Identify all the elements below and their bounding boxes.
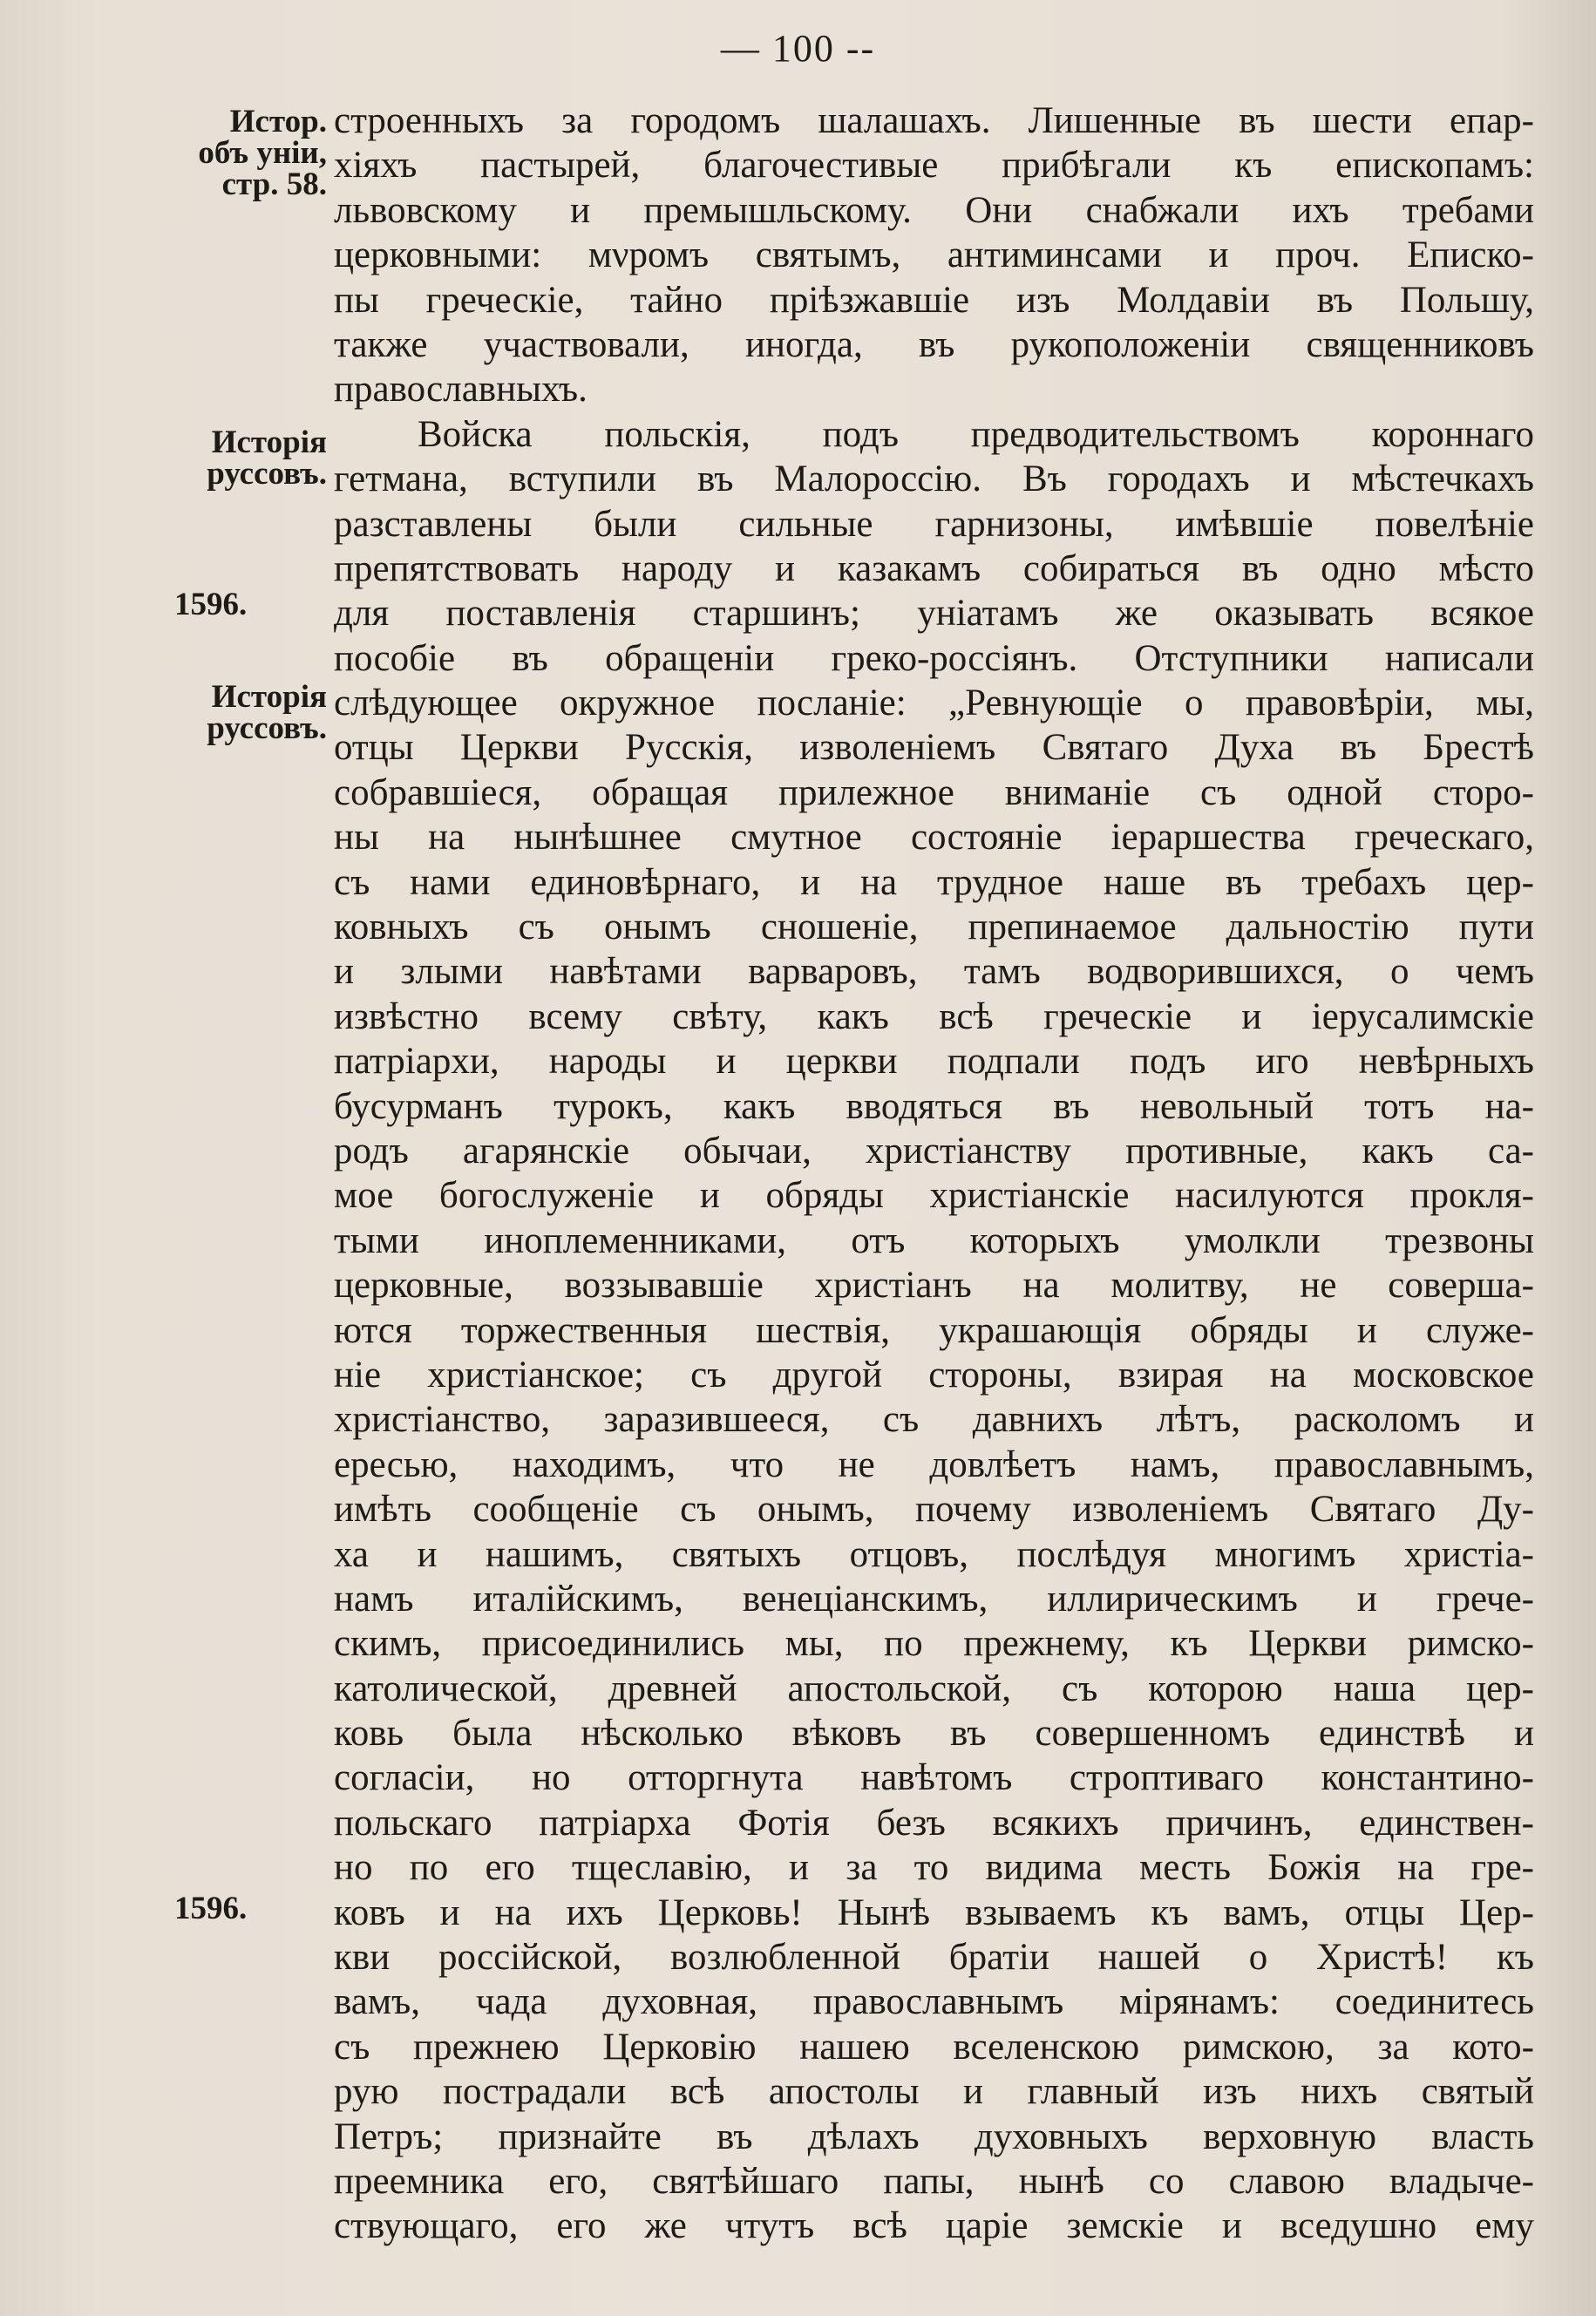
text-line: ковныхъ съ онымъ сношеніе, препинаемое дальностію пути	[334, 907, 1534, 948]
margin-note-line: Истор.	[229, 104, 327, 139]
text-line: хіяхъ пастырей, благочестивые прибѣгали къ епископамъ:	[334, 145, 1534, 187]
text-line: разставлены были сильные гарнизоны, имѣвшіе повелѣніе	[334, 503, 1534, 545]
text-line: съ прежнею Церковію нашею вселенскою римскою, за кото-	[334, 2026, 1534, 2068]
text-line: церковные, воззывавшіе христіанъ на молитву, не соверша-	[334, 1265, 1534, 1307]
text-line: имѣть сообщеніе съ онымъ, почему изволеніемъ Святаго Ду-	[334, 1489, 1534, 1531]
margin-note-line: Исторія	[211, 679, 327, 715]
margin-note-line: руссовъ.	[207, 710, 327, 746]
text-line: ковъ и на ихъ Церковь! Нынѣ взываемъ къ вамъ, отцы Цер-	[334, 1892, 1534, 1933]
text-line: ересью, находимъ, что не довлѣетъ намъ, православнымъ,	[334, 1443, 1534, 1485]
text-line: польскаго патріарха Фотія безъ всякихъ причинъ, единствен-	[334, 1802, 1534, 1844]
margin-note-istoriya-russov-1	[166, 424, 327, 492]
text-line: намъ италійскимъ, венеціанскимъ, иллирическимъ и грече-	[334, 1578, 1534, 1620]
text-line: Петръ; признайте въ дѣлахъ духовныхъ верховную власть	[334, 2116, 1534, 2157]
text-line: согласіи, но отторгнута навѣтомъ строптиваго константино-	[334, 1757, 1534, 1799]
text-line: преемника его, святѣйшаго папы, нынѣ со славою владыче-	[334, 2160, 1534, 2202]
text-line: католической, древней апостольской, съ которою наша цер-	[334, 1667, 1534, 1709]
text-line: родъ агарянскіе обычаи, христіанству противные, какъ са-	[334, 1130, 1534, 1172]
text-line: бусурманъ турокъ, какъ вводяться въ невольный тотъ на-	[334, 1085, 1534, 1127]
main-text	[334, 98, 1534, 2249]
text-line: церковными: мνромъ святымъ, антиминсами и проч. Еписко-	[334, 234, 1534, 276]
text-line: вамъ, чада духовная, православнымъ мірянамъ: соединитесь	[334, 1981, 1534, 2023]
text-line: слѣдующее окружное посланіе: „Ревнующіе о правовѣріи, мы,	[334, 683, 1534, 724]
text-line: препятствовать народу и казакамъ собираться въ одно мѣсто	[334, 547, 1534, 589]
text-line: пы греческіе, тайно пріѣзжавшіе изъ Молдавіи въ Польшу,	[334, 279, 1534, 321]
text-line: ны на нынѣшнее смутное состояніе іераршества греческаго,	[334, 817, 1534, 859]
text-line: кви россійской, возлюбленной братіи нашей о Христѣ! къ	[334, 1937, 1534, 1979]
text-line: ха и нашимъ, святыхъ отцовъ, послѣдуя многимъ христіа-	[334, 1533, 1534, 1575]
margin-note-line: объ уніи,	[198, 135, 327, 171]
text-line: также участвовали, иногда, въ рукоположеніи священниковъ	[334, 323, 1534, 365]
text-line: и злыми навѣтами варваровъ, тамъ водворившихся, о чемъ	[334, 951, 1534, 993]
margin-note-year-1: 1596.	[174, 587, 248, 622]
text-line: скимъ, присоединились мы, по прежнему, къ Церкви римско-	[334, 1623, 1534, 1665]
margin-note-istor-uniya	[166, 106, 327, 200]
text-line: христіанство, заразившееся, съ давнихъ лѣтъ, расколомъ и	[334, 1399, 1534, 1441]
margin-note-line: руссовъ.	[207, 456, 327, 492]
text-line: ются торжественныя шествія, украшающія обряды и служе-	[334, 1309, 1534, 1351]
text-line: мое богослуженіе и обряды христіанскіе насилуются прокля-	[334, 1175, 1534, 1217]
text-line: пособіе въ обращеніи греко-россіянъ. Отступники написали	[334, 637, 1534, 679]
text-line: патріархи, народы и церкви подпали подъ иго невѣрныхъ	[334, 1041, 1534, 1083]
text-line: православныхъ.	[334, 369, 587, 411]
text-line: рую пострадали всѣ апостолы и главный изъ нихъ святый	[334, 2071, 1534, 2113]
text-line: собравшіеся, обращая прилежное вниманіе съ одной сторо-	[334, 771, 1534, 813]
text-line: ковь была нѣсколько вѣковъ въ совершенномъ единствѣ и	[334, 1713, 1534, 1755]
text-line: ствующаго, его же чтутъ всѣ царіе земскіе и вседушно ему	[334, 2205, 1534, 2247]
text-line: гетмана, вступили въ Малороссію. Въ городахъ и мѣстечкахъ	[334, 458, 1534, 500]
text-line: львовскому и премышльскому. Они снабжали ихъ требами	[334, 189, 1534, 231]
margin-note-year-2: 1596.	[174, 1891, 248, 1926]
margin-note-istoriya-russov-2	[166, 679, 327, 746]
text-line: Войска польскія, подъ предводительствомъ короннаго	[418, 413, 1534, 455]
text-line: для поставленія старшинъ; уніатамъ же оказывать всякое	[334, 593, 1534, 635]
text-line: извѣстно всему свѣту, какъ всѣ греческіе и іерусалимскіе	[334, 995, 1534, 1037]
margin-note-line: Исторія	[211, 424, 327, 460]
text-line: ніе христіанское; съ другой стороны, взирая на московское	[334, 1354, 1534, 1396]
text-line: съ нами единовѣрнаго, и на трудное наше въ требахъ цер-	[334, 861, 1534, 903]
text-line: но по его тщеславію, и за то видима месть Божія на гре-	[334, 1847, 1534, 1889]
page-number: — 100 --	[720, 27, 876, 70]
text-line: тыми иноплеменниками, отъ которыхъ умолкли трезвоны	[334, 1219, 1534, 1261]
text-line: отцы Церкви Русскія, изволеніемъ Святаго Духа въ Брестѣ	[334, 727, 1534, 769]
margin-note-line: стр. 58.	[221, 166, 327, 202]
text-line: строенныхъ за городомъ шалашахъ. Лишенные въ шести епар-	[334, 100, 1534, 141]
